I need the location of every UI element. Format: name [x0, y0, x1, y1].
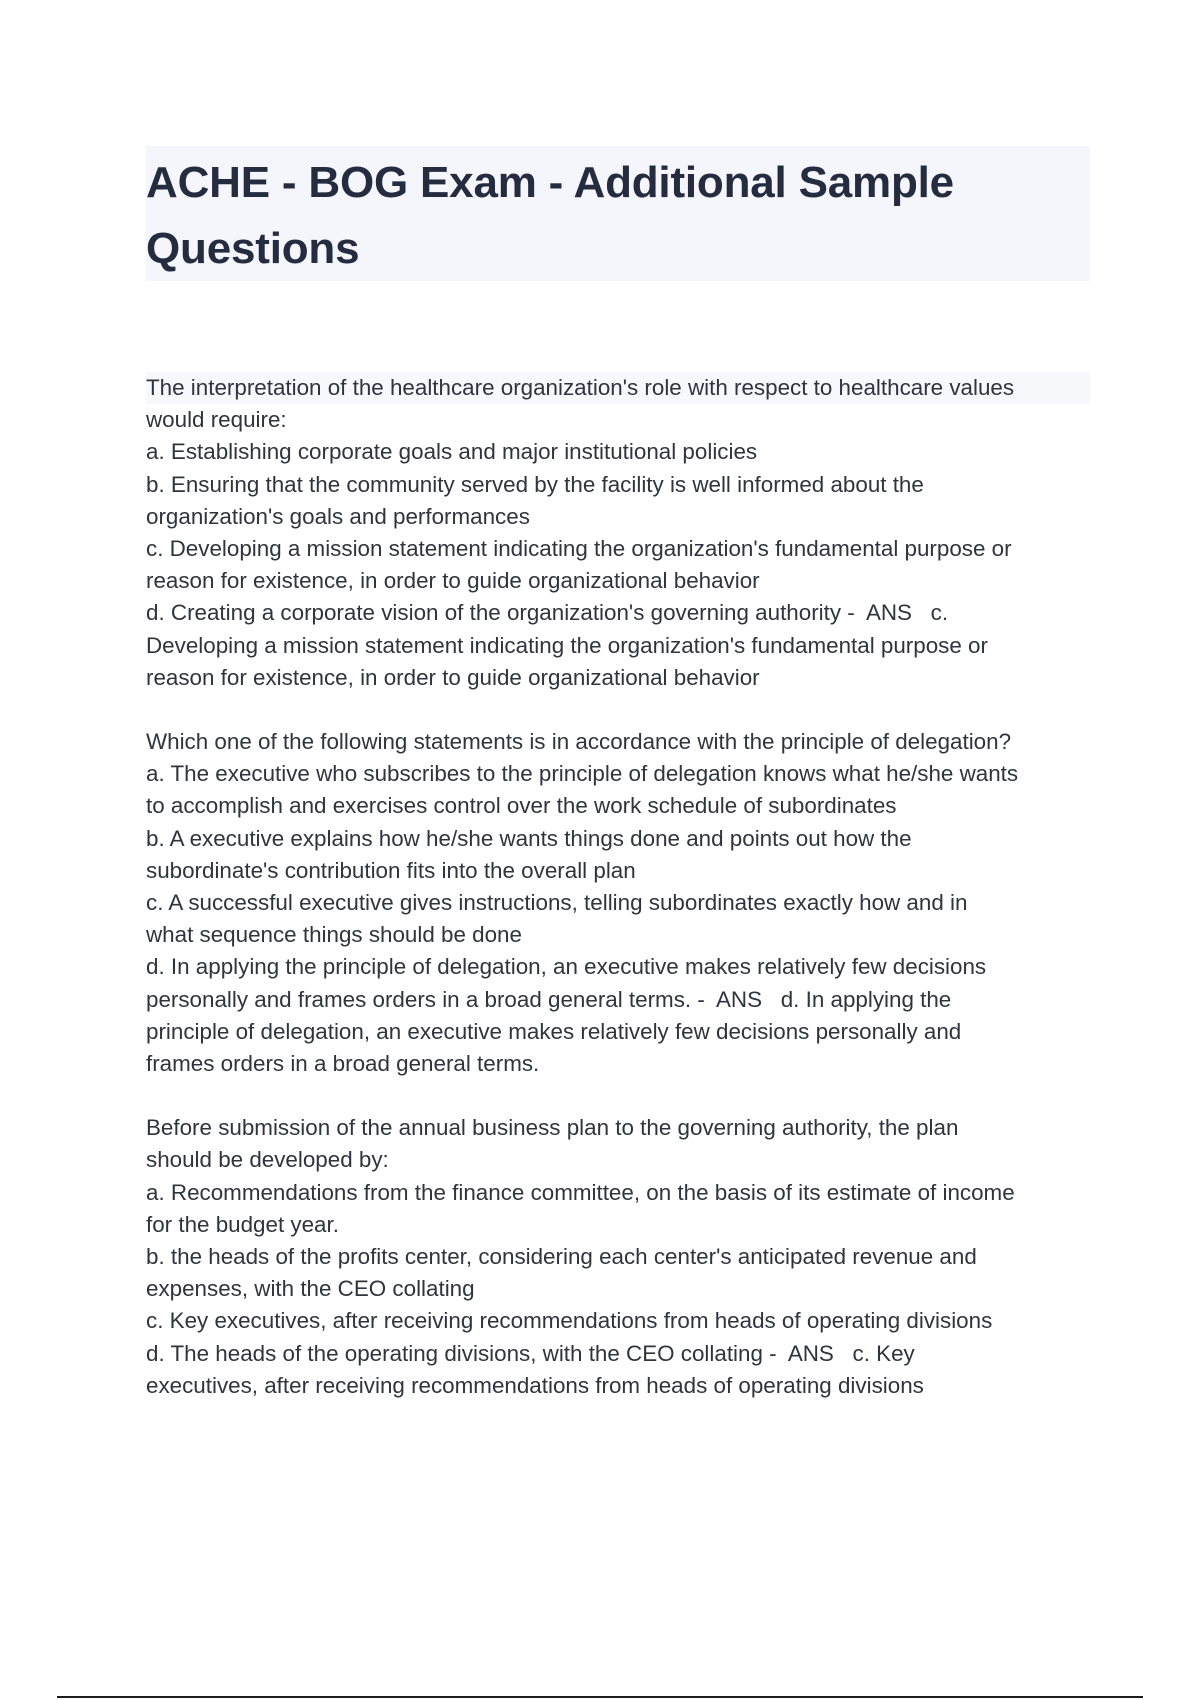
document-title	[146, 150, 954, 282]
answer-key: executives, after receiving recommendations from heads of operating divisions	[146, 1372, 924, 1398]
answer-option: a. The executive who subscribes to the principle of delegation knows what he/she wants	[146, 761, 1019, 787]
question-block	[146, 1112, 1090, 1402]
question-stem: would require:	[146, 407, 287, 433]
answer-option: a. Establishing corporate goals and major institutional policies	[146, 439, 758, 465]
answer-key: Developing a mission statement indicating the organization's fundamental purpose or	[146, 632, 988, 658]
answer-key: personally and frames orders in a broad general terms. - ANS d. In applying the	[146, 986, 952, 1012]
question-stem: Before submission of the annual business plan to the governing authority, the plan	[146, 1115, 959, 1141]
answer-option: c. A successful executive gives instructions, telling subordinates exactly how and in	[146, 890, 968, 916]
question-stem: Which one of the following statements is in accordance with the principle of delegation?	[146, 729, 1012, 755]
page-bottom-rule	[57, 1696, 1143, 1698]
answer-option: b. Ensuring that the community served by the facility is well informed about the	[146, 471, 924, 497]
answer-key: reason for existence, in order to guide organizational behavior	[146, 664, 760, 690]
answer-option: c. Developing a mission statement indicating the organization's fundamental purpose or	[146, 536, 1012, 562]
document-body	[146, 372, 1090, 1434]
question-block	[146, 726, 1090, 1080]
answer-option: b. the heads of the profits center, considering each center's anticipated revenue and	[146, 1244, 977, 1270]
question-stem: should be developed by:	[146, 1147, 389, 1173]
answer-option: b. A executive explains how he/she wants things done and points out how the	[146, 825, 912, 851]
title-line: ACHE - BOG Exam - Additional Sample	[146, 158, 954, 207]
answer-option: a. Recommendations from the finance committee, on the basis of its estimate of income	[146, 1179, 1015, 1205]
answer-option: c. Key executives, after receiving recommendations from heads of operating divisions	[146, 1308, 993, 1334]
question-block	[146, 372, 1090, 694]
title-block	[146, 146, 1090, 281]
answer-option: d. In applying the principle of delegation, an executive makes relatively few decisions	[146, 954, 987, 980]
answer-option: organization's goals and performances	[146, 503, 530, 529]
answer-option: subordinate's contribution fits into the overall plan	[146, 857, 636, 883]
answer-option: expenses, with the CEO collating	[146, 1276, 475, 1302]
answer-option: reason for existence, in order to guide organizational behavior	[146, 568, 760, 594]
answer-key: frames orders in a broad general terms.	[146, 1051, 540, 1077]
answer-option: to accomplish and exercises control over the work schedule of subordinates	[146, 793, 897, 819]
answer-option: for the budget year.	[146, 1211, 339, 1237]
answer-option: what sequence things should be done	[146, 922, 522, 948]
answer-option: d. Creating a corporate vision of the organization's governing authority - ANS c.	[146, 600, 949, 626]
question-stem: The interpretation of the healthcare organization's role with respect to healthcare values	[146, 372, 1090, 404]
title-line: Questions	[146, 224, 360, 273]
answer-option: d. The heads of the operating divisions, with the CEO collating - ANS c. Key	[146, 1340, 915, 1366]
answer-key: principle of delegation, an executive makes relatively few decisions personally and	[146, 1018, 962, 1044]
